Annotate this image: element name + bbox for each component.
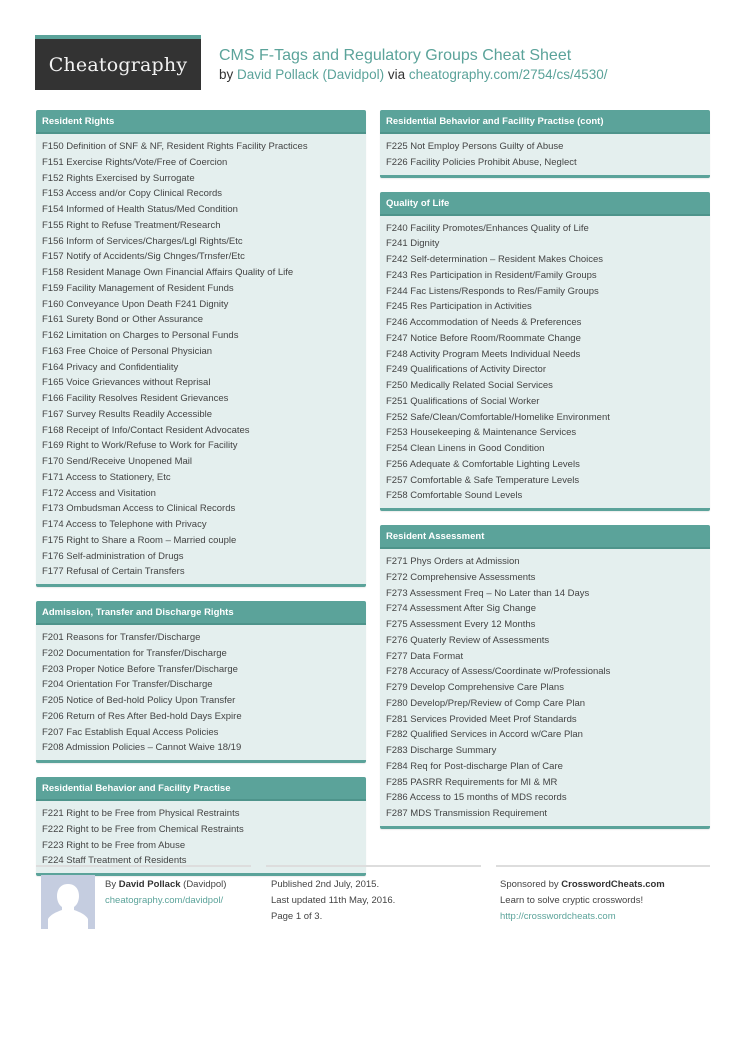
list-item: F244 Fac Listens/Responds to Res/Family Groups	[386, 285, 599, 297]
list-item: F253 Housekeeping & Maintenance Services	[386, 427, 577, 439]
list-item: F241 Dignity	[386, 238, 440, 250]
list-item: F279 Develop Comprehensive Care Plans	[386, 682, 564, 693]
list-item: F170 Send/Receive Unopened Mail	[42, 456, 192, 467]
list-item: F250 Medically Related Social Services	[386, 380, 553, 391]
list-item: F203 Proper Notice Before Transfer/Discharge	[42, 663, 238, 675]
list-item: F202 Documentation for Transfer/Discharge	[42, 647, 227, 659]
list-item: F274 Assessment After Sig Change	[386, 603, 536, 615]
section-body	[380, 134, 710, 175]
sponsor-link[interactable]: http://crosswordcheats.com	[500, 911, 616, 922]
list-item: F243 Res Participation in Resident/Family Groups	[386, 269, 597, 281]
section-title: Quality of Life	[380, 192, 710, 216]
section-title: Admission, Transfer and Discharge Rights	[36, 601, 366, 625]
list-item: F286 Access to 15 months of MDS records	[386, 792, 567, 804]
list-item: F171 Access to Stationery, Etc	[42, 471, 171, 483]
section-title: Resident Rights	[36, 110, 366, 134]
list-item: F162 Limitation on Charges to Personal Funds	[42, 330, 239, 341]
section-body	[36, 801, 366, 873]
list-item: F287 MDS Transmission Requirement	[386, 808, 548, 819]
list-item: F168 Receipt of Info/Contact Resident Advocates	[42, 424, 250, 436]
section-admission-transfer-discharge	[36, 601, 366, 763]
logo-text: Cheatography	[48, 53, 188, 76]
updated-date: Last updated 11th May, 2016.	[271, 895, 396, 906]
list-item: F172 Access and Visitation	[42, 487, 156, 499]
right-column	[380, 110, 710, 843]
list-item: F164 Privacy and Confidentiality	[42, 361, 179, 373]
list-item: F177 Refusal of Certain Transfers	[42, 566, 185, 578]
list-item: F247 Notice Before Room/Roommate Change	[386, 332, 581, 344]
list-item: F278 Accuracy of Assess/Coordinate w/Professionals	[386, 666, 611, 678]
sponsor-tagline: Learn to solve cryptic crosswords!	[500, 895, 644, 906]
list-item: F275 Assessment Every 12 Months	[386, 619, 536, 630]
avatar[interactable]	[41, 875, 95, 929]
via-text: via	[384, 67, 409, 82]
list-item: F204 Orientation For Transfer/Discharge	[42, 679, 213, 691]
list-item: F242 Self-determination – Resident Makes Choices	[386, 254, 604, 265]
footer-sponsor	[496, 865, 710, 935]
section-residential-behavior-cont	[380, 110, 710, 178]
left-column	[36, 110, 366, 890]
list-item: F175 Right to Share a Room – Married couple	[42, 534, 237, 546]
list-item: F153 Access and/or Copy Clinical Records	[42, 188, 223, 200]
list-item: F157 Notify of Accidents/Sig Chnges/Trnsfer/Etc	[42, 251, 245, 263]
list-item: F205 Notice of Bed-hold Policy Upon Transfer	[42, 695, 236, 706]
list-item: F271 Phys Orders at Admission	[386, 556, 520, 567]
list-item: F276 Quaterly Review of Assessments	[386, 634, 550, 646]
list-item: F246 Accommodation of Needs & Preferences	[386, 317, 582, 328]
list-item: F273 Assessment Freq – No Later than 14 Days	[386, 587, 590, 599]
title-block	[219, 46, 607, 84]
list-item: F151 Exercise Rights/Vote/Free of Coercion	[42, 156, 228, 168]
list-item: F154 Informed of Health Status/Med Condition	[42, 204, 238, 215]
section-resident-rights	[36, 110, 366, 587]
page-title: CMS F-Tags and Regulatory Groups Cheat Sheet	[219, 47, 572, 64]
list-item: F161 Surety Bond or Other Assurance	[42, 314, 204, 326]
author-info	[105, 877, 226, 909]
by-label: By	[105, 879, 119, 890]
published-date: Published 2nd July, 2015.	[271, 879, 380, 890]
list-item: F258 Comfortable Sound Levels	[386, 490, 523, 502]
list-item: F245 Res Participation in Activities	[386, 301, 532, 313]
meta-info	[271, 877, 395, 925]
list-item: F283 Discharge Summary	[386, 745, 497, 756]
list-item: F159 Facility Management of Resident Funds	[42, 282, 234, 294]
list-item: F150 Definition of SNF & NF, Resident Rights Facility Practices	[42, 141, 308, 152]
section-resident-assessment	[380, 525, 710, 829]
list-item: F284 Req for Post-discharge Plan of Care	[386, 760, 563, 772]
section-title: Residential Behavior and Facility Practise	[36, 777, 366, 801]
list-item: F248 Activity Program Meets Individual Needs	[386, 348, 581, 360]
section-quality-of-life	[380, 192, 710, 512]
page-number: Page 1 of 3.	[271, 911, 323, 922]
list-item: F223 Right to be Free from Abuse	[42, 839, 186, 851]
author-profile-link[interactable]: cheatography.com/davidpol/	[105, 895, 224, 906]
list-item: F252 Safe/Clean/Comfortable/Homelike Environment	[386, 411, 610, 423]
list-item: F221 Right to be Free from Physical Restraints	[42, 808, 240, 819]
list-item: F158 Resident Manage Own Financial Affairs Quality of Life	[42, 267, 294, 278]
cheatography-logo[interactable]	[35, 35, 201, 90]
list-item: F176 Self-administration of Drugs	[42, 550, 184, 562]
list-item: F282 Qualified Services in Accord w/Care Plan	[386, 729, 583, 741]
list-item: F277 Data Format	[386, 650, 464, 662]
list-item: F165 Voice Grievances without Reprisal	[42, 377, 211, 389]
section-body	[36, 134, 366, 584]
by-prefix: by	[219, 67, 238, 82]
sponsor-prefix: Sponsored by	[500, 879, 562, 890]
list-item: F156 Inform of Services/Charges/Lgl Rights/Etc	[42, 235, 243, 247]
list-item: F167 Survey Results Readily Accessible	[42, 408, 213, 420]
list-item: F160 Conveyance Upon Death F241 Dignity	[42, 298, 229, 310]
list-item: F224 Staff Treatment of Residents	[42, 855, 187, 867]
list-item: F256 Adequate & Comfortable Lighting Levels	[386, 458, 580, 470]
list-item: F254 Clean Linens in Good Condition	[386, 443, 545, 454]
sponsor-name: CrosswordCheats.com	[561, 879, 665, 890]
section-residential-behavior	[36, 777, 366, 876]
list-item: F281 Services Provided Meet Prof Standards	[386, 713, 577, 725]
list-item: F166 Facility Resolves Resident Grievances	[42, 393, 229, 404]
list-item: F226 Facility Policies Prohibit Abuse, Neglect	[386, 156, 577, 168]
list-item: F225 Not Employ Persons Guilty of Abuse	[386, 141, 564, 152]
list-item: F240 Facility Promotes/Enhances Quality of Life	[386, 222, 589, 234]
byline	[219, 66, 607, 84]
list-item: F207 Fac Establish Equal Access Policies	[42, 726, 219, 738]
list-item: F257 Comfortable & Safe Temperature Levels	[386, 474, 580, 486]
list-item: F272 Comprehensive Assessments	[386, 571, 536, 583]
footer-meta	[266, 865, 481, 935]
list-item: F173 Ombudsman Access to Clinical Records	[42, 503, 236, 515]
list-item: F174 Access to Telephone with Privacy	[42, 519, 207, 530]
section-body	[380, 216, 710, 509]
list-item: F249 Qualifications of Activity Director	[386, 364, 546, 376]
sheet-url-link[interactable]: cheatography.com/2754/cs/4530/	[408, 67, 608, 82]
list-item: F169 Right to Work/Refuse to Work for Facility	[42, 440, 238, 452]
section-body	[380, 549, 710, 826]
footer-author	[36, 865, 251, 935]
list-item: F208 Admission Policies – Cannot Waive 18/19	[42, 742, 242, 754]
list-item: F206 Return of Res After Bed-hold Days Expire	[42, 710, 242, 722]
author-name: David Pollack	[118, 879, 181, 890]
section-title: Resident Assessment	[380, 525, 710, 549]
list-item: F280 Develop/Prep/Review of Comp Care Plan	[386, 697, 586, 709]
list-item: F152 Rights Exercised by Surrogate	[42, 172, 195, 184]
section-body	[36, 625, 366, 760]
author-handle: (Davidpol)	[180, 879, 227, 890]
author-link[interactable]: David Pollack (Davidpol)	[237, 67, 385, 82]
list-item: F251 Qualifications of Social Worker	[386, 395, 540, 407]
list-item: F285 PASRR Requirements for MI & MR	[386, 776, 558, 788]
section-title: Residential Behavior and Facility Practise (cont)	[380, 110, 710, 134]
list-item: F222 Right to be Free from Chemical Restraints	[42, 823, 244, 835]
list-item: F201 Reasons for Transfer/Discharge	[42, 632, 201, 643]
list-item: F163 Free Choice of Personal Physician	[42, 345, 213, 357]
user-silhouette-icon	[41, 875, 95, 929]
list-item: F155 Right to Refuse Treatment/Research	[42, 219, 221, 231]
sponsor-info	[500, 877, 665, 925]
